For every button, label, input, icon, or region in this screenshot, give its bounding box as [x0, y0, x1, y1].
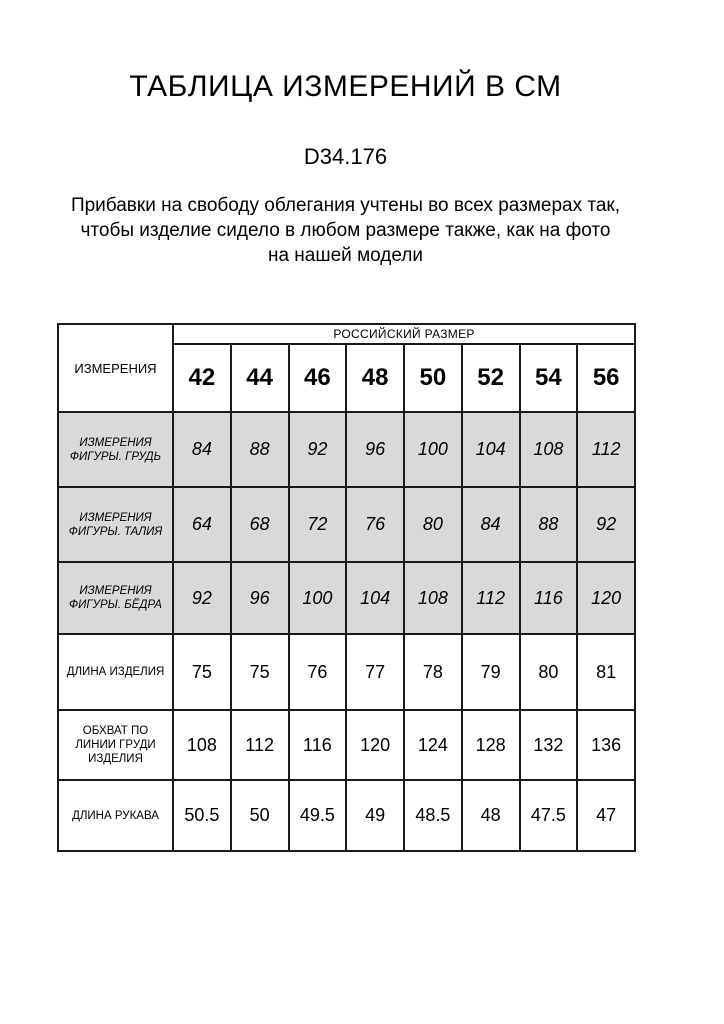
- value-cell: 108: [173, 710, 231, 780]
- value-cell: 124: [404, 710, 462, 780]
- row-label-cell: ДЛИНА ИЗДЕЛИЯ: [58, 634, 173, 710]
- size-header-cell: 56: [577, 344, 635, 412]
- value-cell: 80: [520, 634, 578, 710]
- value-cell: 48: [462, 780, 520, 851]
- row-label-cell: ДЛИНА РУКАВА: [58, 780, 173, 851]
- value-cell: 108: [520, 412, 578, 487]
- value-cell: 88: [520, 487, 578, 562]
- value-cell: 77: [346, 634, 404, 710]
- value-cell: 100: [289, 562, 347, 634]
- value-cell: 136: [577, 710, 635, 780]
- value-cell: 47.5: [520, 780, 578, 851]
- group-header-row: [58, 324, 635, 344]
- value-cell: 100: [404, 412, 462, 487]
- fit-note: [47, 193, 644, 268]
- value-cell: 128: [462, 710, 520, 780]
- value-cell: 48.5: [404, 780, 462, 851]
- value-cell: 120: [577, 562, 635, 634]
- value-cell: 78: [404, 634, 462, 710]
- row-label-cell: ИЗМЕРЕНИЯ ФИГУРЫ. БЁДРА: [58, 562, 173, 634]
- fit-note-line: Прибавки на свободу облегания учтены во всех размерах так,: [70, 195, 621, 216]
- value-cell: 96: [346, 412, 404, 487]
- size-header-cell: 50: [404, 344, 462, 412]
- value-cell: 84: [173, 412, 231, 487]
- content-area: [57, 0, 634, 1024]
- value-cell: 92: [577, 487, 635, 562]
- value-cell: 75: [173, 634, 231, 710]
- value-cell: 50: [231, 780, 289, 851]
- size-header-cell: 48: [346, 344, 404, 412]
- value-cell: 72: [289, 487, 347, 562]
- table-row-body-waist: [58, 487, 635, 562]
- value-cell: 108: [404, 562, 462, 634]
- row-label-cell: ИЗМЕРЕНИЯ ФИГУРЫ. ГРУДЬ: [58, 412, 173, 487]
- value-cell: 68: [231, 487, 289, 562]
- page-title: ТАБЛИЦА ИЗМЕРЕНИЙ В СМ: [129, 70, 562, 103]
- size-header-cell: 44: [231, 344, 289, 412]
- fit-note-line: чтобы изделие сидело в любом размере также, как на фото: [80, 220, 611, 241]
- fit-note-line: на нашей модели: [267, 245, 424, 266]
- table-row-garment-length: [58, 634, 635, 710]
- measurements-header-cell: ИЗМЕРЕНИЯ: [58, 324, 173, 412]
- value-cell: 112: [231, 710, 289, 780]
- value-cell: 120: [346, 710, 404, 780]
- value-cell: 104: [462, 412, 520, 487]
- value-cell: 112: [577, 412, 635, 487]
- value-cell: 88: [231, 412, 289, 487]
- table-row-garment-chest-girth: [58, 710, 635, 780]
- value-cell: 116: [520, 562, 578, 634]
- value-cell: 104: [346, 562, 404, 634]
- table-row-sleeve-length: [58, 780, 635, 851]
- value-cell: 116: [289, 710, 347, 780]
- value-cell: 81: [577, 634, 635, 710]
- table-row-body-chest: [58, 412, 635, 487]
- value-cell: 75: [231, 634, 289, 710]
- size-header-cell: 54: [520, 344, 578, 412]
- value-cell: 76: [289, 634, 347, 710]
- model-code: D34.176: [303, 144, 388, 169]
- value-cell: 96: [231, 562, 289, 634]
- russian-size-header-cell: РОССИЙСКИЙ РАЗМЕР: [173, 324, 635, 344]
- value-cell: 112: [462, 562, 520, 634]
- value-cell: 76: [346, 487, 404, 562]
- value-cell: 50.5: [173, 780, 231, 851]
- value-cell: 84: [462, 487, 520, 562]
- value-cell: 79: [462, 634, 520, 710]
- size-header-cell: 46: [289, 344, 347, 412]
- value-cell: 47: [577, 780, 635, 851]
- row-label-cell: ОБХВАТ ПО ЛИНИИ ГРУДИ ИЗДЕЛИЯ: [58, 710, 173, 780]
- value-cell: 80: [404, 487, 462, 562]
- value-cell: 49: [346, 780, 404, 851]
- size-header-cell: 42: [173, 344, 231, 412]
- size-header-cell: 52: [462, 344, 520, 412]
- value-cell: 92: [173, 562, 231, 634]
- table-row-body-hips: [58, 562, 635, 634]
- row-label-cell: ИЗМЕРЕНИЯ ФИГУРЫ. ТАЛИЯ: [58, 487, 173, 562]
- value-cell: 132: [520, 710, 578, 780]
- value-cell: 49.5: [289, 780, 347, 851]
- value-cell: 92: [289, 412, 347, 487]
- value-cell: 64: [173, 487, 231, 562]
- size-table: [57, 323, 636, 852]
